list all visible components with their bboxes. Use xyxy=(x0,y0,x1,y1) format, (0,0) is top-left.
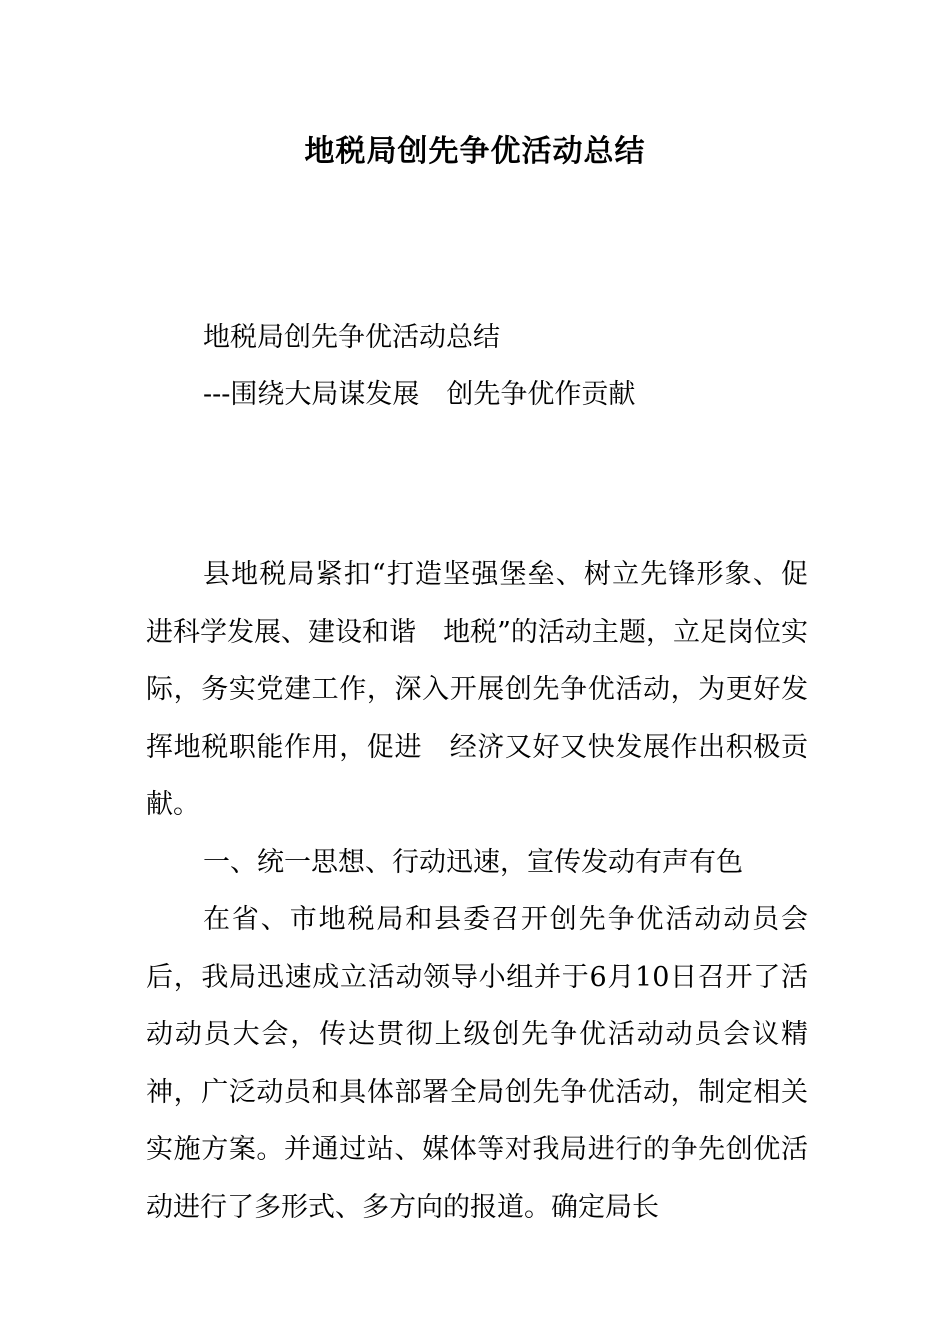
paragraph-intro: 县地税局紧扣“打造坚强堡垒、树立先锋形象、促进科学发展、建设和谐 地税”的活动主题，立足岗位实际，务实党建工作，深入开展创先争优活动，为更好发挥地税职能作用，促进 经济又好又快发展作出积极贡献。 xyxy=(146,559,808,820)
document-subheading: 地税局创先争优活动总结 xyxy=(203,322,500,353)
document-body xyxy=(146,546,808,1236)
paragraph-section-1: 在省、市地税局和县委召开创先争优活动动员会后，我局迅速成立活动领导小组并于6月10日召开了活动动员大会，传达贯彻上级创先争优活动动员会议精神，广泛动员和具体部署全局创先争优活动，制定相关实施方案。并通过站、媒体等对我局进行的争先创优活动进行了多形式、多方向的报道。确定局长 xyxy=(146,904,808,1223)
section-heading-1: 一、统一思想、行动迅速，宣传发动有声有色 xyxy=(203,846,743,878)
document-title: 地税局创先争优活动总结 xyxy=(304,134,646,169)
document-theme-line: ---围绕大局谋发展 创先争优作贡献 xyxy=(203,379,636,410)
